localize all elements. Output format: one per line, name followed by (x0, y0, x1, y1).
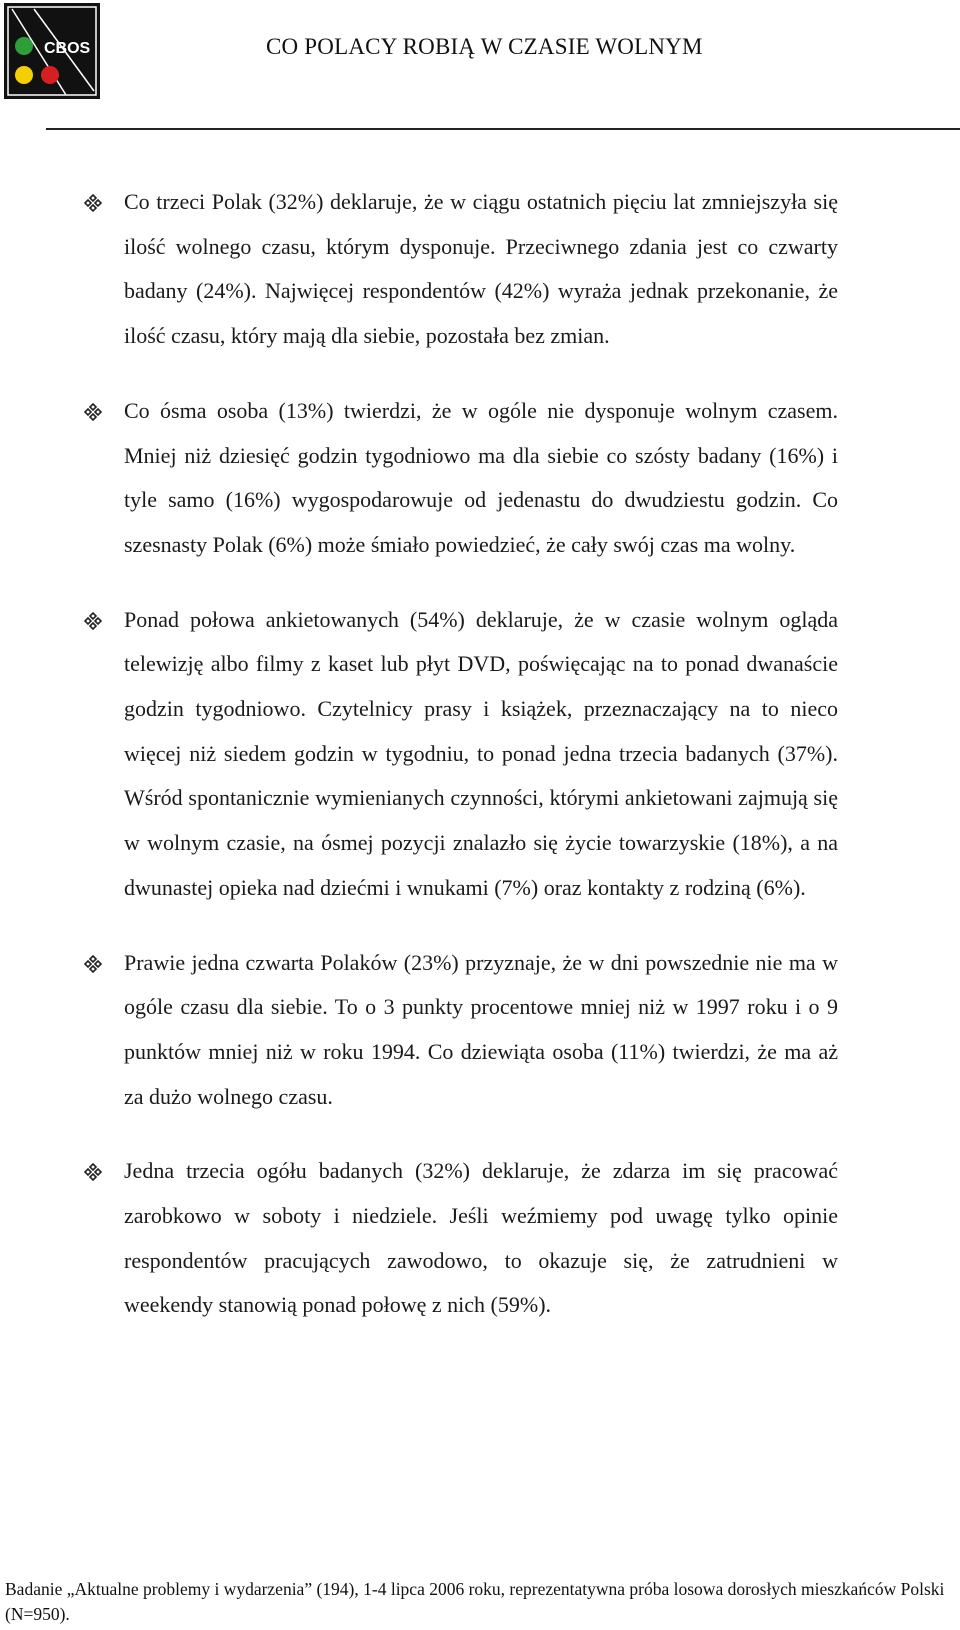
bullet-item (84, 1149, 838, 1328)
bullet-text: Co ósma osoba (13%) twierdzi, że w ogóle nie dysponuje wolnym czasem. Mniej niż dziesięć godzin tygodniowo ma dla siebie co szósty badany (16%) i tyle samo (16%) wygospodarowuje od jedenastu do dwudziestu godzin. Co szesnasty Polak (6%) może śmiało powiedzieć, że cały swój czas ma wolny. (124, 397, 838, 557)
bullet-list (84, 180, 838, 1358)
four-diamond-bullet-icon (84, 955, 102, 973)
bullet-item (84, 389, 838, 568)
bullet-text: Prawie jedna czwarta Polaków (23%) przyznaje, że w dni powszednie nie ma w ogóle czasu dla siebie. To o 3 punkty procentowe mniej niż w 1997 roku i o 9 punktów mniej niż w roku 1994. Co dziewiąta osoba (11%) twierdzi, że ma aż za dużo wolnego czasu. (124, 949, 838, 1109)
logo-text: CBOS (44, 40, 91, 57)
four-diamond-bullet-icon (84, 194, 102, 212)
bullet-text: Co trzeci Polak (32%) deklaruje, że w ciągu ostatnich pięciu lat zmniejszyła się ilość wolnego czasu, którym dysponuje. Przeciwnego zdania jest co czwarty badany (24%). Najwięcej respondentów (42%) wyraża jednak przekonanie, że ilość czasu, który mają dla siebie, pozostała bez zmian. (124, 189, 838, 349)
four-diamond-bullet-icon (84, 403, 102, 421)
bullet-item (84, 180, 838, 359)
cbos-logo (4, 3, 100, 99)
four-diamond-bullet-icon (84, 1163, 102, 1181)
bullet-item (84, 598, 838, 911)
page-header-title: CO POLACY ROBIĄ W CZASIE WOLNYM (266, 34, 703, 59)
footer-note: Badanie „Aktualne problemy i wydarzenia” (194), 1-4 lipca 2006 roku, reprezentatywna próba losowa dorosłych mieszkańców Polski (N=950). (5, 1579, 945, 1624)
bullet-text: Jedna trzecia ogółu badanych (32%) deklaruje, że zdarza im się pracować zarobkowo w soboty i niedziele. Jeśli weźmiemy pod uwagę tylko opinie respondentów pracujących zawodowo, to okazuje się, że zatrudnieni w weekendy stanowią ponad połowę z nich (59%). (124, 1158, 838, 1318)
bullet-item (84, 941, 838, 1120)
four-diamond-bullet-icon (84, 612, 102, 630)
header-divider (46, 128, 960, 130)
bullet-text: Ponad połowa ankietowanych (54%) deklaruje, że w czasie wolnym ogląda telewizję albo filmy z kaset lub płyt DVD, poświęcając na to ponad dwanaście godzin tygodniowo. Czytelnicy prasy i książek, przeznaczający na to nieco więcej niż siedem godzin w tygodniu, to ponad jedna trzecia badanych (37%). Wśród spontanicznie wymienianych czynności, którymi ankietowani zajmują się w wolnym czasie, na ósmej pozycji znalazło się życie towarzyskie (18%), a na dwunastej opieka nad dziećmi i wnukami (7%) oraz kontakty z rodziną (6%). (124, 606, 838, 900)
